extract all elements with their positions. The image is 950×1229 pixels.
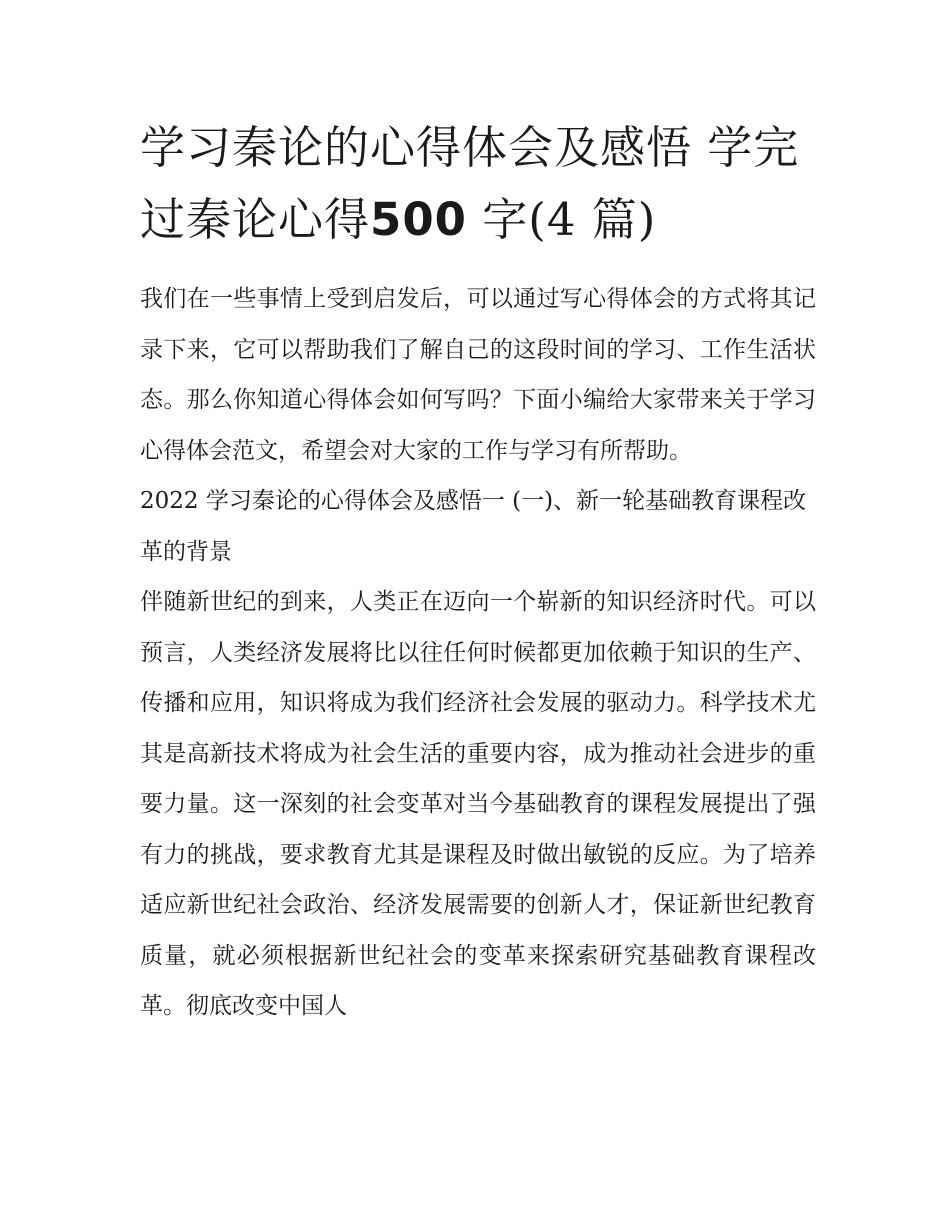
title-text-part2: 字(4 篇) [482,193,657,246]
title-number: 500 [370,193,467,246]
intro-paragraph: 我们在一些事情上受到启发后，可以通过写心得体会的方式将其记录下来，它可以帮助我们了解自己的这段时间的学习、工作生活状态。那么你知道心得体会如何写吗？下面小编给大家带来关于学习心得体会范文，希望会对大家的工作与学习有所帮助。 [140,286,816,464]
document-content [140,112,816,1032]
document-title [140,112,816,256]
section-heading: 2022 学习秦论的心得体会及感悟一 (一)、新一轮基础教育课程改革的背景 [140,488,807,565]
body-paragraph: 伴随新世纪的到来，人类正在迈向一个崭新的知识经济时代。可以预言，人类经济发展将比以往任何时候都更加依赖于知识的生产、传播和应用，知识将成为我们经济社会发展的驱动力。科学技术尤其是高新技术将成为社会生活的重要内容，成为推动社会进步的重要力量。这一深刻的社会变革对当今基础教育的课程发展提出了强有力的挑战，要求教育尤其是课程及时做出敏锐的反应。为了培养适应新世纪社会政治、经济发展需要的创新人才，保证新世纪教育质量，就必须根据新世纪社会的变革来探索研究基础教育课程改革。彻底改变中国人 [140,589,816,1019]
title-text-part1: 学习秦论的心得体会及感悟 学完过秦论心得 [140,121,800,246]
